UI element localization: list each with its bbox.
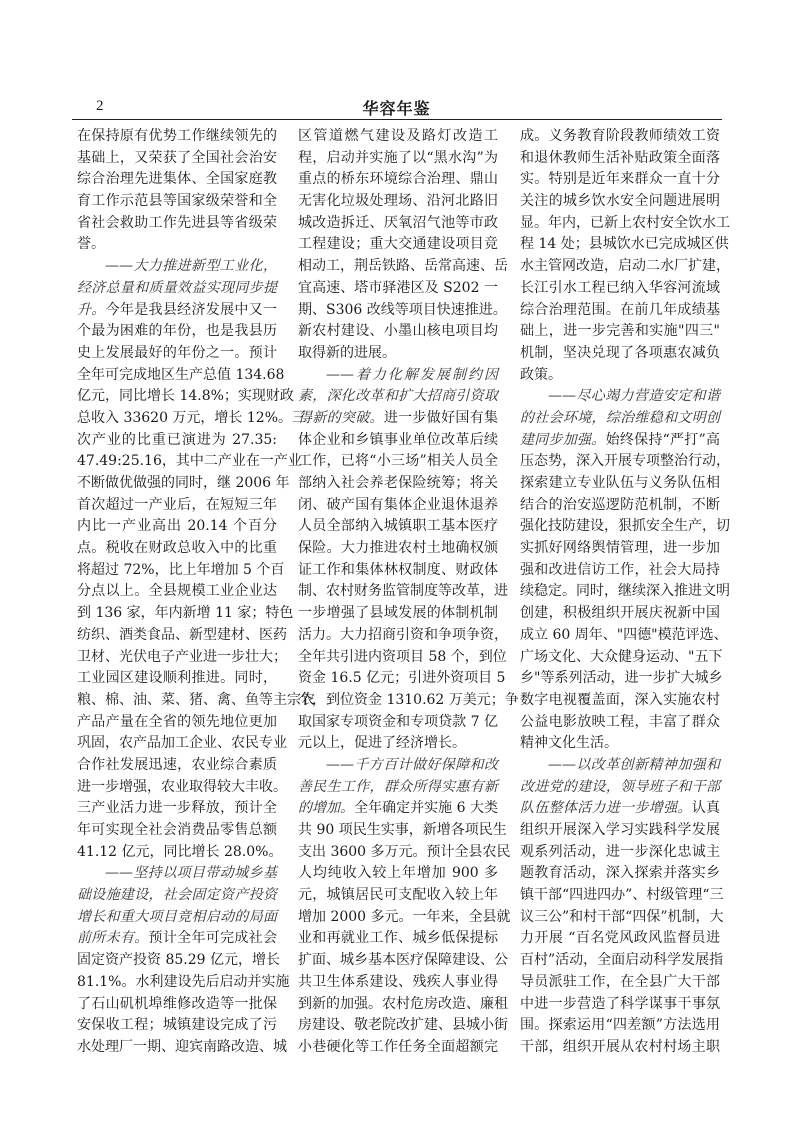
text-column-1 <box>77 126 315 1059</box>
text-line: 产品产量在全省的领先地位更加 <box>77 713 277 730</box>
text-line: 机制，坚决兑现了各项惠农减负 <box>520 344 720 361</box>
text-line: 省社会救助工作先进县等省级荣 <box>77 214 277 231</box>
text-line: 资金 16.5 亿元；引进外资项目 5 <box>298 670 506 687</box>
text-line: 证工作和集体林权制度、财政体 <box>298 561 498 578</box>
text-line <box>77 928 277 950</box>
text-line: 续稳定。同时，继续深入推进文明 <box>520 583 730 600</box>
section-lead-text: ——坚持以项目带动城乡基 <box>105 865 277 882</box>
text-line: 础上，进一步完善和实施"四三" <box>520 323 720 340</box>
text-line: 支出 3600 多万元。预计全县农民 <box>298 843 511 860</box>
text-line: 中进一步营造了科学谋事干事氛 <box>520 995 720 1012</box>
text-line: 固定资产投资 85.29 亿元，增长 <box>77 952 280 969</box>
text-line: 纺织、酒类食品、新型建材、医药 <box>77 626 287 643</box>
text-line: 压态势，深入开展专项整治行动， <box>520 453 730 470</box>
text-line: 81.1%。水利建设先后启动并实施 <box>77 973 290 990</box>
text-line: 取得新的进展。 <box>298 344 396 361</box>
section-lead-text: ——尽心竭力营造安定和谐 <box>548 388 720 405</box>
paragraph <box>298 126 508 365</box>
text-line: 干部，组织开展从农村村场主职 <box>520 1038 720 1055</box>
section-lead-text: 增长和重大项目竞相启动的局面 <box>77 908 277 925</box>
body-text: 始终保持“严打”高 <box>605 431 720 448</box>
text-line <box>298 365 498 387</box>
text-line <box>77 278 277 300</box>
text-line: 题教育活动，深入探索并落实乡 <box>520 865 720 882</box>
text-line <box>77 907 277 929</box>
text-line: 次产业的比重已演进为 27.35: <box>77 431 277 448</box>
text-line: 扩面、城乡基本医疗保障建设、公 <box>298 952 508 969</box>
text-line <box>298 408 498 430</box>
text-line: 成立 60 周年、"四德"模范评选、 <box>520 626 728 643</box>
text-line: 相动工，荆岳铁路、岳常高速、岳 <box>298 258 508 275</box>
section-paragraph <box>298 755 511 1059</box>
text-line: 力开展 “百名党风政风监督员进 <box>520 930 720 947</box>
text-line: 47.49:25.16，其中二产业在一产业 <box>77 453 302 470</box>
text-line: 一步增强了县域发展的体制机制 <box>298 605 498 622</box>
text-line: 分点以上。全县规模工业企业达 <box>77 583 277 600</box>
text-line: 乡"等系列活动，进一步扩大城乡 <box>520 670 723 687</box>
text-line: 卫材、光伏电子产业进一步壮大； <box>77 648 287 665</box>
text-line: 不断做优做强的同时，继 2006 年 <box>77 475 290 491</box>
text-line: 综合治理范围。在前几年成绩基 <box>520 301 720 318</box>
section-lead-text: 的增加。 <box>298 800 355 817</box>
text-line: 显。年内，已新上农村安全饮水工 <box>520 214 730 231</box>
text-line: 程，启动并实施了以“黑水沟”为 <box>298 149 498 166</box>
text-line: 活力。大力招商引资和争项争资， <box>298 626 508 643</box>
text-line: 宜高速、塔市驿港区及 S202 一 <box>298 279 498 296</box>
section-lead-text: 的社会环境，综治维稳和文明创 <box>520 409 720 426</box>
text-line: 41.12 亿元，同比增长 28.0%。 <box>77 843 283 860</box>
text-line: 年可实现全社会消费品零售总额 <box>77 822 277 838</box>
text-line: 长江引水工程已纳入华容河流域 <box>520 279 720 296</box>
text-line: 三产业活力进一步释放，预计全 <box>77 800 277 817</box>
text-line <box>298 777 498 799</box>
text-line: 实。特别是近年来群众一直十分 <box>520 171 720 188</box>
section-lead-text: 队伍整体活力进一步增强。 <box>520 800 692 817</box>
section-lead-text: 素，深化改革和扩大招商引资取 <box>298 388 498 405</box>
text-line: 关注的城乡饮水安全问题进展明 <box>520 193 720 210</box>
text-line <box>77 256 277 278</box>
text-line: 广场文化、大众健身运动、"五下 <box>520 648 723 665</box>
text-line: 巩固，农产品加工企业、农民专业 <box>77 735 287 752</box>
section-lead-text: 升。 <box>77 301 106 318</box>
text-line: 百村”活动，全面启动科学发展指 <box>520 952 724 969</box>
text-line: 共 90 项民生实事，新增各项民生 <box>298 822 507 838</box>
text-line: 组织开展深入学习实践科学发展 <box>520 822 720 838</box>
section-lead-text: 经济总量和质量效益实现同步提 <box>77 279 277 296</box>
section-lead-text: ——着力化解发展制约因 <box>326 366 498 383</box>
section-lead-text: ——千方百计做好保障和改 <box>326 756 498 773</box>
text-line <box>77 885 277 907</box>
text-line: 取国家专项资金和专项贷款 7 亿 <box>298 713 498 730</box>
text-line <box>298 798 498 820</box>
text-line: 成。义务教育阶段教师绩效工资 <box>520 128 720 144</box>
text-line: 区管道燃气建设及路灯改造工 <box>298 128 498 144</box>
text-line: 将超过 72%，比上年增加 5 个百 <box>77 561 285 578</box>
section-paragraph <box>77 256 315 863</box>
text-line: 人员全部纳入城镇职工基本医疗 <box>298 518 498 535</box>
text-line: 个，到位资金 1310.62 万美元；争 <box>298 691 519 708</box>
text-line: 创建，积极组织开展庆祝新中国 <box>520 605 720 622</box>
text-line: 期、S306 改线等项目快速推进。 <box>298 301 507 318</box>
section-lead-text: 前所未有。 <box>77 930 149 947</box>
section-lead-text: ——以改革创新精神加强和 <box>548 756 720 773</box>
text-line: 镇干部“四进四办”、村级管理“三 <box>520 887 724 904</box>
text-line: 安保收工程；城镇建设完成了污 <box>77 1017 277 1034</box>
text-line <box>520 777 720 799</box>
text-line <box>520 408 720 430</box>
text-line: 水处理厂一期、迎宾南路改造、城 <box>77 1038 287 1055</box>
text-line: 导员派驻工作，在全县广大干部 <box>520 973 720 990</box>
text-line <box>520 386 720 408</box>
text-line: 综合治理先进集体、全国家庭教 <box>77 171 277 188</box>
section-lead-text: 善民生工作，群众所得实惠有新 <box>298 778 498 795</box>
text-line: 保险。大力推进农村土地确权颁 <box>298 540 498 557</box>
text-line: 亿元，同比增长 14.8%；实现财政 <box>77 388 294 405</box>
text-line: 了石山矶机埠维修改造等一批保 <box>77 995 277 1012</box>
text-line: 工作，已将“小三场”相关人员全 <box>298 453 498 470</box>
text-line: 誉。 <box>77 236 105 253</box>
section-lead-text: 建同步加强。 <box>520 431 606 448</box>
text-line: 内比一产业高出 20.14 个百分 <box>77 518 277 535</box>
text-line: 人均纯收入较上年增加 900 多 <box>298 865 498 882</box>
text-line: 数字电视覆盖面，深入实施农村 <box>520 691 720 708</box>
text-line: 无害化垃圾处理场、沿河北路旧 <box>298 193 498 210</box>
text-line: 城改造拆迁、厌氧沼气池等市政 <box>298 214 498 231</box>
text-line: 元，城镇居民可支配收入较上年 <box>298 887 498 904</box>
body-text: 今年是我县经济发展中又一 <box>105 301 278 318</box>
text-line: 基础上，又荣获了全国社会治安 <box>77 149 277 166</box>
text-line: 合作社发展迅速，农业综合素质 <box>77 756 277 773</box>
text-line: 和退休教师生活补贴政策全面落 <box>520 149 720 166</box>
text-line: 水主管网改造，启动二水厂扩建， <box>520 258 730 275</box>
text-line: 探索建立专业队伍与义务队伍相 <box>520 475 720 491</box>
text-line: 闭、破产国有集体企业退休退养 <box>298 496 498 513</box>
text-column-2 <box>298 126 519 1059</box>
text-line: 部纳入社会养老保险统筹；将关 <box>298 475 498 491</box>
section-lead-text: 得新的突破。 <box>298 409 384 426</box>
section-lead-text: 础设施建设，社会固定资产投资 <box>77 887 277 904</box>
text-line: 制、农村财务监管制度等改革，进 <box>298 583 508 600</box>
text-line: 精神文化生活。 <box>520 735 618 752</box>
text-line: 重点的桥东环境综合治理、鼎山 <box>298 171 498 188</box>
text-line <box>298 755 498 777</box>
section-paragraph <box>77 863 290 1058</box>
text-line: 粮、棉、油、菜、猪、禽、鱼等主宗农 <box>77 691 315 708</box>
text-line: 总收入 33620 万元，增长 12%。三 <box>77 409 307 426</box>
text-line: 观系列活动，进一步深化忠诚主 <box>520 843 720 860</box>
paragraph <box>77 126 277 256</box>
text-line: 实抓好网络舆情管理，进一步加 <box>520 540 720 557</box>
text-line: 在保持原有优势工作继续领先的 <box>77 128 277 144</box>
header-rule <box>72 119 722 120</box>
section-lead-text: ——大力推进新型工业化， <box>105 258 277 275</box>
text-line: 体企业和乡镇事业单位改革后续 <box>298 431 498 448</box>
body-text: 进一步做好国有集 <box>383 409 499 426</box>
text-line: 小巷硬化等工作任务全面超额完 <box>298 1038 498 1055</box>
page-number: 2 <box>96 98 104 114</box>
text-line: 育工作示范县等国家级荣誉和全 <box>77 193 277 210</box>
body-text: 全年确定并实施 6 大类 <box>354 800 499 817</box>
text-line: 工程建设；重大交通建设项目竞 <box>298 236 498 253</box>
text-line: 房建设、敬老院改扩建、县城小街 <box>298 1017 508 1034</box>
running-header-title: 华容年鉴 <box>362 99 431 118</box>
text-line <box>77 300 277 322</box>
text-line: 史上发展最好的年份之一。预计 <box>77 344 277 361</box>
section-paragraph <box>520 755 724 1059</box>
text-line: 强和改进信访工作，社会大局持 <box>520 561 720 578</box>
text-line: 个最为困难的年份，也是我县历 <box>77 323 277 340</box>
text-line: 增加 2000 多元。一年来，全县就 <box>298 908 511 925</box>
text-line: 业和再就业工作、城乡低保提标 <box>298 930 498 947</box>
text-line: 首次超过一产业后，在短短三年 <box>77 496 277 513</box>
text-line: 共卫生体系建设、残疾人事业得 <box>298 973 498 990</box>
text-line: 到 136 家，年内新增 11 家；特色 <box>77 605 294 622</box>
text-line: 新农村建设、小墨山核电项目均 <box>298 323 498 340</box>
paragraph <box>520 126 730 386</box>
body-text: 认真 <box>691 800 721 817</box>
text-line: 议三公”和村干部“四保”机制，大 <box>520 908 724 925</box>
text-line: 政策。 <box>520 366 562 383</box>
text-line <box>298 386 498 408</box>
text-line: 到新的加强。农村危房改造、廉租 <box>298 995 508 1012</box>
text-line: 点。税收在财政总收入中的比重 <box>77 540 277 557</box>
text-line <box>520 430 720 452</box>
text-line: 元以上，促进了经济增长。 <box>298 735 466 752</box>
text-line: 围。探索运用“四差额”方法选用 <box>520 1017 720 1034</box>
section-paragraph <box>298 365 519 755</box>
text-line: 工业园区建设顺利推进。同时， <box>77 670 277 687</box>
text-line: 进一步增强，农业取得较大丰收。 <box>77 778 287 795</box>
text-line <box>520 755 720 777</box>
text-line: 全年共引进内资项目 58 个，到位 <box>298 648 507 665</box>
text-line <box>77 863 277 885</box>
section-paragraph <box>520 386 730 755</box>
section-lead-text: 改进党的建设，领导班子和干部 <box>520 778 720 795</box>
body-text: 预计全年可完成社会 <box>148 930 278 947</box>
text-line: 结合的治安巡逻防范机制，不断 <box>520 496 720 513</box>
text-line: 公益电影放映工程，丰富了群众 <box>520 713 720 730</box>
text-line: 强化技防建设，狠抓安全生产，切 <box>520 518 730 535</box>
text-column-3 <box>520 126 730 1059</box>
text-line: 全年可完成地区生产总值 134.68 <box>77 366 285 383</box>
text-line: 程 14 处；县城饮水已完成城区供 <box>520 236 729 253</box>
text-line <box>520 798 720 820</box>
